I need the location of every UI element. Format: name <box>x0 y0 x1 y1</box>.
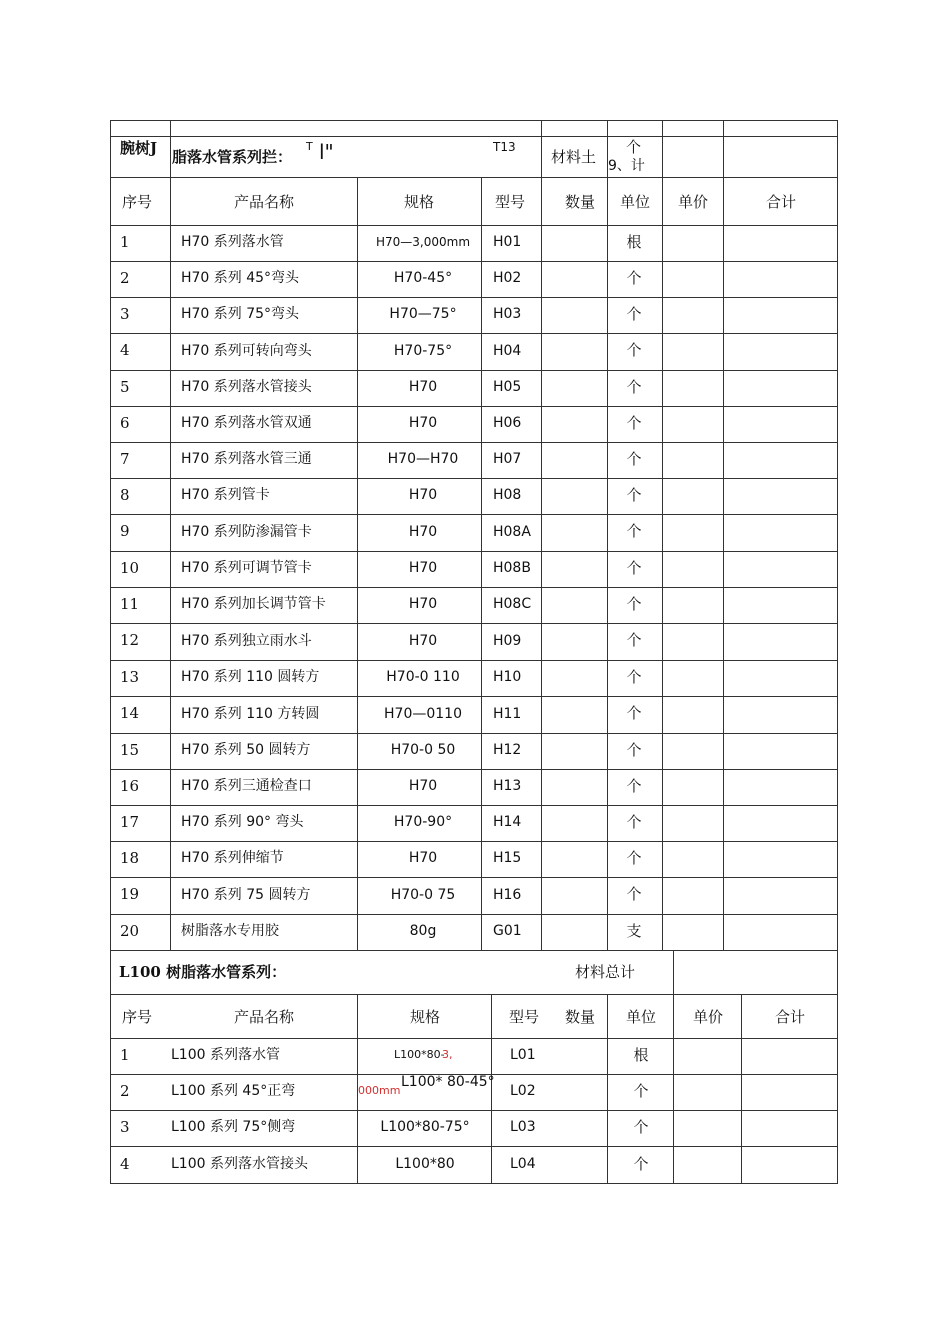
product-name: H70 系列 75 圆转方 <box>181 886 311 903</box>
product-model: H10 <box>493 669 522 685</box>
row-number: 2 <box>120 268 130 287</box>
product-unit: 个 <box>626 522 642 540</box>
product-model: H06 <box>493 415 522 431</box>
rule <box>481 177 482 950</box>
rule <box>110 225 838 226</box>
rule <box>837 120 838 1184</box>
header-qty: 数量 <box>564 1008 596 1026</box>
section1-code: T13 <box>493 140 516 154</box>
section1-title: 脂落水管系列拦： <box>172 148 293 166</box>
product-unit: 个 <box>626 268 642 287</box>
product-model: H07 <box>493 451 522 467</box>
section2-title: L100 树脂落水管系列： <box>119 963 287 981</box>
rule <box>110 1038 838 1039</box>
product-name: H70 系列落水管双通 <box>181 415 312 431</box>
product-unit: 个 <box>626 848 642 867</box>
product-spec: H70 <box>408 523 438 540</box>
product-spec: L100*80 <box>395 1155 455 1172</box>
product-model: G01 <box>493 923 522 939</box>
product-model: H08B <box>493 560 531 576</box>
product-unit: 个 <box>626 304 642 323</box>
rule <box>110 733 838 734</box>
header-price: 单价 <box>692 1008 724 1026</box>
product-model: H16 <box>493 886 522 903</box>
product-model: H11 <box>493 705 522 722</box>
row-number: 4 <box>120 1154 130 1173</box>
product-spec: H70—0110 <box>384 705 462 722</box>
product-model: H14 <box>493 814 522 830</box>
rule <box>110 1183 838 1184</box>
row-number: 4 <box>120 341 130 359</box>
product-model: H02 <box>493 270 522 286</box>
section1-unit-top: 个 <box>626 138 642 156</box>
rule <box>110 120 111 1184</box>
product-unit: 个 <box>626 631 642 649</box>
product-name: H70 系列独立雨水斗 <box>181 632 312 649</box>
product-name: H70 系列 75°弯头 <box>181 306 300 322</box>
row-number: 14 <box>120 704 140 722</box>
product-name: H70 系列落水管接头 <box>181 379 312 395</box>
product-spec: H70 <box>408 850 438 866</box>
product-model: H09 <box>493 632 522 649</box>
row-number: 11 <box>120 594 140 613</box>
rule <box>110 950 838 951</box>
product-unit: 个 <box>626 377 642 396</box>
product-unit: 个 <box>626 449 642 468</box>
product-spec: H70-45° <box>393 270 453 286</box>
product-name: H70 系列伸缩节 <box>181 850 284 866</box>
header-model: 型号 <box>508 1008 540 1026</box>
product-model: L02 <box>510 1083 536 1099</box>
rule <box>110 1110 838 1111</box>
rule <box>110 769 838 770</box>
product-unit: 个 <box>626 776 642 795</box>
product-spec: H70-0 50 <box>390 742 456 758</box>
rule <box>110 1146 838 1147</box>
product-spec: H70 <box>408 596 438 612</box>
product-name: H70 系列可转向弯头 <box>181 342 312 359</box>
product-spec: L100* 80-45° <box>401 1074 495 1090</box>
rule <box>110 660 838 661</box>
product-unit: 个 <box>626 485 642 504</box>
product-model: H01 <box>493 234 522 250</box>
product-model: L04 <box>510 1155 536 1172</box>
product-name: H70 系列三通检查口 <box>181 778 312 794</box>
product-model: H13 <box>493 778 522 794</box>
header-model: 型号 <box>494 193 526 211</box>
rule <box>110 994 838 995</box>
rule <box>110 442 838 443</box>
section2-material-total: 材料总计 <box>575 963 636 981</box>
rule <box>110 261 838 262</box>
product-name: L100 系列 45°正弯 <box>171 1083 296 1099</box>
row-number: 9 <box>120 522 130 540</box>
product-spec: L100*80- <box>394 1048 445 1061</box>
product-spec: H70-75° <box>393 342 453 359</box>
product-unit: 支 <box>626 921 642 940</box>
row-number: 15 <box>120 740 140 759</box>
product-unit: 个 <box>626 667 642 686</box>
product-spec: H70 <box>408 415 438 431</box>
product-model: H15 <box>493 850 522 866</box>
product-spec-overflow: 000mm <box>358 1084 401 1097</box>
row-number: 19 <box>120 885 140 903</box>
product-spec: H70-0 110 <box>386 669 460 685</box>
section1-unit-bottom: 9、计 <box>608 158 645 174</box>
rule <box>110 136 838 137</box>
product-name: 树脂落水专用胶 <box>181 923 279 939</box>
rule <box>110 514 838 515</box>
product-name: L100 系列落水管接头 <box>171 1155 308 1172</box>
product-spec: H70-90° <box>393 814 453 830</box>
row-number: 6 <box>120 413 130 432</box>
header-total: 合计 <box>765 193 797 211</box>
rule <box>662 120 663 950</box>
product-name: L100 系列落水管 <box>171 1047 280 1063</box>
section1-title-mark-bar: l" <box>319 140 334 164</box>
header-spec: 规格 <box>409 1008 441 1026</box>
row-number: 10 <box>120 558 140 577</box>
product-model: L01 <box>510 1047 536 1063</box>
product-model: L03 <box>510 1119 536 1135</box>
rule <box>170 120 171 950</box>
header-qty: 数量 <box>564 193 596 211</box>
product-name: H70 系列防渗漏管卡 <box>181 523 312 540</box>
product-spec: H70 <box>408 487 438 503</box>
product-model: H05 <box>493 379 522 395</box>
product-spec: H70—3,000mm <box>375 235 471 249</box>
section1-material-label: 材料土 <box>551 148 597 166</box>
product-spec: H70 <box>408 632 438 649</box>
rule <box>110 587 838 588</box>
product-spec: H70—H70 <box>387 451 459 467</box>
row-number: 12 <box>120 631 140 649</box>
header-no: 序号 <box>121 1008 153 1026</box>
product-name: L100 系列 75°侧弯 <box>171 1119 296 1135</box>
product-unit: 个 <box>626 413 642 432</box>
product-unit: 个 <box>626 558 642 577</box>
product-unit: 个 <box>626 885 642 903</box>
product-spec: H70 <box>408 560 438 576</box>
row-number: 1 <box>120 232 130 251</box>
product-unit: 根 <box>633 1046 649 1064</box>
rule <box>607 120 608 950</box>
product-spec-overflow: 3, <box>442 1048 453 1061</box>
row-number: 5 <box>120 377 130 396</box>
product-name: H70 系列落水管三通 <box>181 451 312 467</box>
product-spec: L100*80-75° <box>380 1119 470 1135</box>
rule <box>110 551 838 552</box>
product-model: H08A <box>493 523 531 540</box>
product-name: H70 系列管卡 <box>181 487 270 503</box>
rule <box>110 623 838 624</box>
row-number: 1 <box>120 1046 130 1064</box>
row-number: 13 <box>120 667 140 686</box>
product-name: H70 系列 50 圆转方 <box>181 742 311 758</box>
row-number: 20 <box>120 921 140 940</box>
product-name: H70 系列落水管 <box>181 234 284 250</box>
row-number: 17 <box>120 812 140 831</box>
rule <box>110 370 838 371</box>
header-unit: 单位 <box>619 193 651 211</box>
rule <box>110 406 838 407</box>
product-name: H70 系列 45°弯头 <box>181 270 300 286</box>
product-model: H04 <box>493 342 522 359</box>
product-unit: 个 <box>626 704 642 722</box>
product-model: H03 <box>493 306 522 322</box>
rule <box>110 177 838 178</box>
product-unit: 个 <box>626 740 642 759</box>
product-unit: 个 <box>626 594 642 613</box>
product-unit: 个 <box>626 812 642 831</box>
header-unit: 单位 <box>625 1008 657 1026</box>
header-name: 产品名称 <box>233 193 295 211</box>
row-number: 2 <box>120 1082 130 1100</box>
rule <box>110 696 838 697</box>
row-number: 18 <box>120 848 140 867</box>
product-model: H08C <box>493 596 532 612</box>
product-name: H70 系列 110 方转圆 <box>181 705 320 722</box>
product-spec: H70 <box>408 379 438 395</box>
rule <box>110 478 838 479</box>
header-name: 产品名称 <box>233 1008 295 1026</box>
product-spec: H70-0 75 <box>390 886 456 903</box>
header-spec: 规格 <box>403 193 435 211</box>
product-model: H08 <box>493 487 522 503</box>
row-number: 8 <box>120 485 130 504</box>
row-number: 7 <box>120 449 130 468</box>
rule <box>357 177 358 950</box>
rule <box>673 950 674 1183</box>
product-spec: 80g <box>409 923 437 939</box>
rule <box>541 120 542 950</box>
header-total: 合计 <box>774 1008 806 1026</box>
product-unit: 根 <box>626 232 642 251</box>
product-name: H70 系列加长调节管卡 <box>181 596 326 612</box>
row-number: 16 <box>120 776 140 795</box>
product-unit: 个 <box>633 1118 649 1136</box>
product-model: H12 <box>493 742 522 758</box>
header-no: 序号 <box>121 193 153 211</box>
rule <box>110 120 838 121</box>
product-unit: 个 <box>633 1154 649 1173</box>
header-price: 单价 <box>677 193 709 211</box>
product-unit: 个 <box>633 1082 649 1100</box>
rule <box>110 333 838 334</box>
rule <box>110 877 838 878</box>
rule <box>110 297 838 298</box>
section1-title-left: 腕树J <box>120 139 158 157</box>
rule <box>741 994 742 1183</box>
rule <box>110 914 838 915</box>
product-name: H70 系列可调节管卡 <box>181 560 312 576</box>
product-unit: 个 <box>626 341 642 359</box>
rule <box>110 805 838 806</box>
product-spec: H70—75° <box>389 306 457 322</box>
section1-title-mark-t: T <box>306 140 313 153</box>
rule <box>723 120 724 950</box>
rule <box>110 841 838 842</box>
rule <box>607 994 608 1183</box>
product-name: H70 系列 90° 弯头 <box>181 814 304 830</box>
row-number: 3 <box>120 304 130 323</box>
product-spec: H70 <box>408 778 438 794</box>
row-number: 3 <box>120 1118 130 1136</box>
product-name: H70 系列 110 圆转方 <box>181 669 320 685</box>
